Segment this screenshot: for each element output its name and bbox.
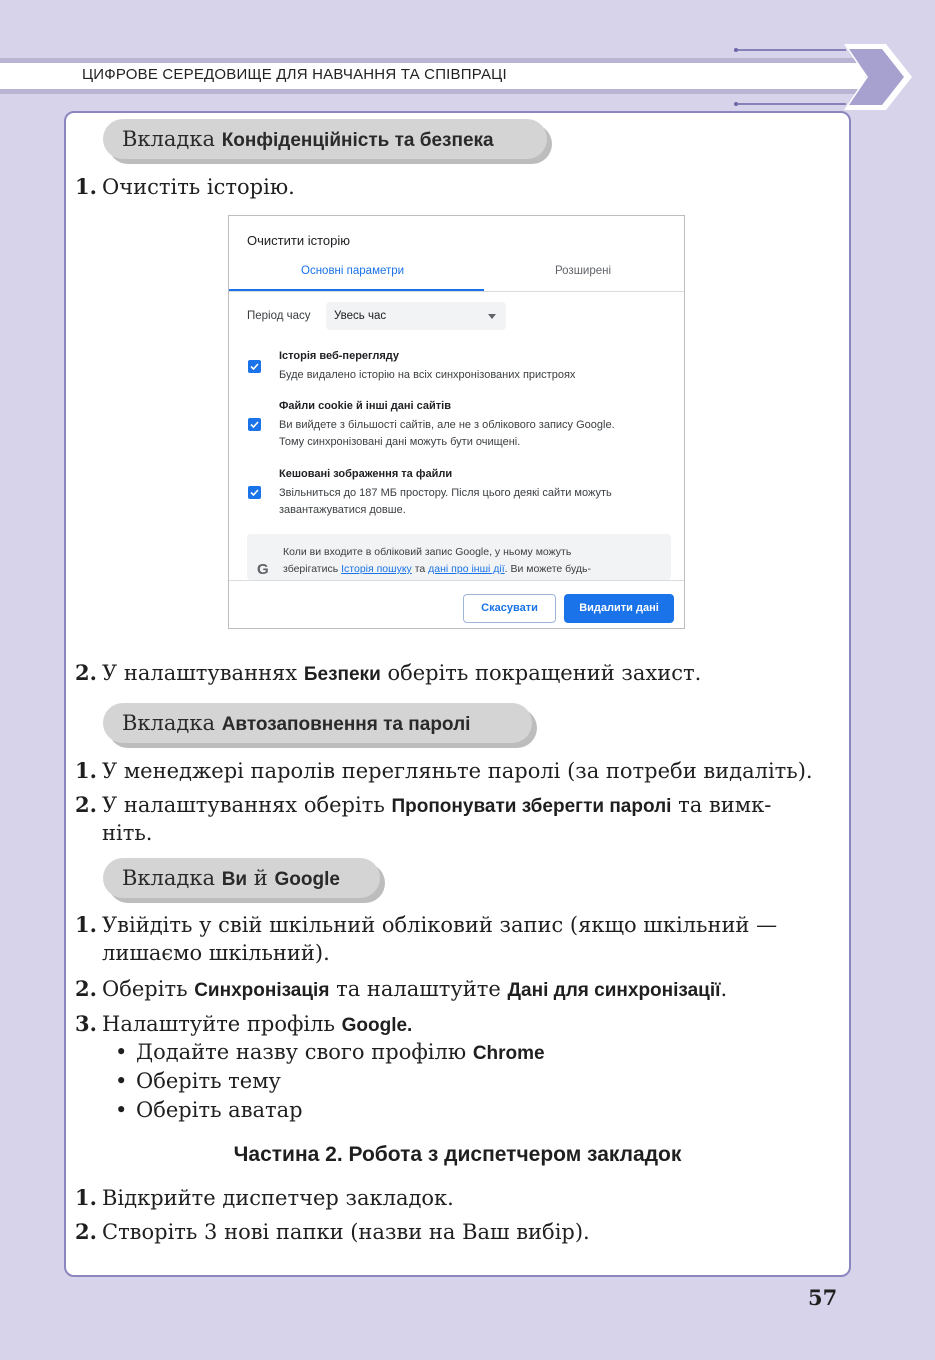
- option-description: Тому синхронізовані дані можуть бути очищені.: [279, 436, 521, 448]
- step-keyword: Синхронізація: [194, 980, 330, 1001]
- bullet-dot-icon: •: [115, 1098, 128, 1122]
- tab-name: Ви: [221, 869, 248, 890]
- step-number: 1.: [75, 174, 97, 199]
- tab-prefix: Вкладка: [122, 711, 215, 735]
- tab-prefix: Вкладка: [122, 866, 215, 890]
- step-keyword: Google.: [341, 1015, 413, 1036]
- tab-prefix: Вкладка: [122, 127, 215, 151]
- option-description: Звільниться до 187 МБ простору. Після цього деякі сайти можуть: [279, 487, 612, 499]
- footer-divider: [229, 580, 684, 581]
- google-account-note: [247, 534, 671, 580]
- tab-pill-privacy: [103, 119, 547, 159]
- search-history-link[interactable]: Історія пошуку: [341, 563, 412, 575]
- tab-name: Google: [274, 869, 340, 890]
- step-text: та налаштуйте: [336, 977, 501, 1001]
- step-text: Створіть 3 нові папки (назви на Ваш вибір).: [102, 1220, 590, 1244]
- note-text-fragment: зберігатись: [283, 563, 339, 575]
- option-description: Ви вийдете з більшості сайтів, але не з облікового запису Google.: [279, 419, 615, 431]
- step-text: та вимк-: [678, 793, 772, 817]
- step-keyword: Безпеки: [303, 664, 381, 685]
- step-number: 2.: [75, 1219, 97, 1244]
- bullet-text: Оберіть аватар: [136, 1098, 303, 1122]
- google-icon: G: [257, 561, 269, 578]
- tab-advanced-settings[interactable]: Розширені: [555, 265, 612, 277]
- dialog-title: Очистити історію: [247, 233, 350, 248]
- step-password-manager: [75, 756, 813, 786]
- step-text: .: [720, 977, 728, 1001]
- note-line: [283, 561, 591, 578]
- step-keyword: Дані для синхронізації: [507, 980, 721, 1001]
- bullet-item: [115, 1096, 303, 1125]
- page-number: 57: [808, 1285, 838, 1310]
- bullet-dot-icon: •: [115, 1069, 128, 1093]
- option-title: Файли cookie й інші дані сайтів: [279, 400, 451, 412]
- tab-name: Автозаповнення та паролі: [221, 714, 471, 735]
- step-text: оберіть покращений захист.: [387, 661, 702, 685]
- check-icon: [249, 487, 260, 498]
- step-text: Відкрийте диспетчер закладок.: [102, 1186, 454, 1210]
- option-description: завантажуватися довше.: [279, 504, 406, 516]
- step-number: 2.: [75, 660, 97, 685]
- step-text: Оберіть: [102, 977, 188, 1001]
- bullet-item: [115, 1067, 281, 1096]
- bullet-dot-icon: •: [115, 1040, 128, 1064]
- bullet-keyword: Chrome: [472, 1043, 545, 1064]
- note-text-fragment: та: [414, 563, 426, 575]
- delete-data-button[interactable]: Видалити дані: [564, 594, 674, 623]
- note-line: Коли ви входите в обліковий запис Google, у ньому можуть: [283, 546, 572, 558]
- tab-pill-autofill: [103, 703, 532, 743]
- header-chevron-decoration: [716, 36, 916, 112]
- option-description: Буде видалено історію на всіх синхронізованих пристроях: [279, 369, 576, 381]
- tabs-divider: [229, 291, 684, 292]
- bullet-text: Оберіть тему: [136, 1069, 281, 1093]
- step-number: 2.: [75, 976, 97, 1001]
- step-sign-in: [75, 910, 777, 940]
- step-profile: [75, 1009, 412, 1040]
- step-security: [75, 658, 701, 689]
- option-title: Кешовані зображення та файли: [279, 468, 453, 480]
- note-text: [283, 544, 591, 578]
- clear-history-dialog: [228, 215, 685, 629]
- time-range-select[interactable]: [326, 302, 506, 330]
- step-sync: [75, 974, 727, 1005]
- step-open-bookmark-manager: [75, 1183, 454, 1213]
- step-text: У налаштуваннях оберіть: [102, 793, 385, 817]
- step-number: 1.: [75, 912, 97, 937]
- step-number: 1.: [75, 1185, 97, 1210]
- check-icon: [249, 419, 260, 430]
- tab-conjunction: й: [253, 866, 268, 890]
- tab-pill-you-and-google: [103, 858, 380, 898]
- checkbox-browsing-history[interactable]: [248, 360, 261, 373]
- step-number: 2.: [75, 792, 97, 817]
- step-text: Очистіть історію.: [102, 175, 295, 199]
- bullet-item: [115, 1038, 545, 1068]
- step-text: Увійдіть у свій шкільний обліковий запис (якщо шкільний —: [102, 913, 778, 937]
- step-offer-save-passwords: [75, 790, 771, 821]
- step-continuation: лишаємо шкільний).: [102, 941, 330, 965]
- running-header-title: ЦИФРОВЕ СЕРЕДОВИЩЕ ДЛЯ НАВЧАННЯ ТА СПІВПРАЦІ: [82, 66, 507, 83]
- step-clear-history: [75, 172, 295, 202]
- checkbox-cookies[interactable]: [248, 418, 261, 431]
- cancel-button[interactable]: Скасувати: [463, 594, 556, 623]
- check-icon: [249, 361, 260, 372]
- tab-basic-settings[interactable]: Основні параметри: [301, 265, 405, 277]
- checkbox-cached-images[interactable]: [248, 486, 261, 499]
- other-activity-link[interactable]: дані про інші дії: [428, 563, 505, 575]
- option-title: Історія веб-перегляду: [279, 350, 399, 362]
- bullet-text: Додайте назву свого профілю: [136, 1040, 467, 1064]
- time-range-label: Період часу: [247, 310, 311, 322]
- part-2-heading: Частина 2. Робота з диспетчером закладок: [233, 1143, 682, 1166]
- step-number: 3.: [75, 1011, 97, 1036]
- step-continuation: ніть.: [102, 821, 153, 845]
- step-keyword: Пропонувати зберегти паролі: [391, 796, 672, 817]
- step-text: У налаштуваннях: [102, 661, 298, 685]
- step-text: У менеджері паролів перегляньте паролі (за потреби видаліть).: [102, 759, 813, 783]
- dropdown-caret-icon: [488, 314, 496, 319]
- time-range-value: Увесь час: [334, 310, 387, 322]
- note-text-fragment: . Ви можете будь-: [504, 563, 591, 575]
- tab-name: Конфіденційність та безпека: [221, 130, 494, 151]
- step-create-folders: [75, 1217, 590, 1247]
- step-number: 1.: [75, 758, 97, 783]
- step-text: Налаштуйте профіль: [102, 1012, 335, 1036]
